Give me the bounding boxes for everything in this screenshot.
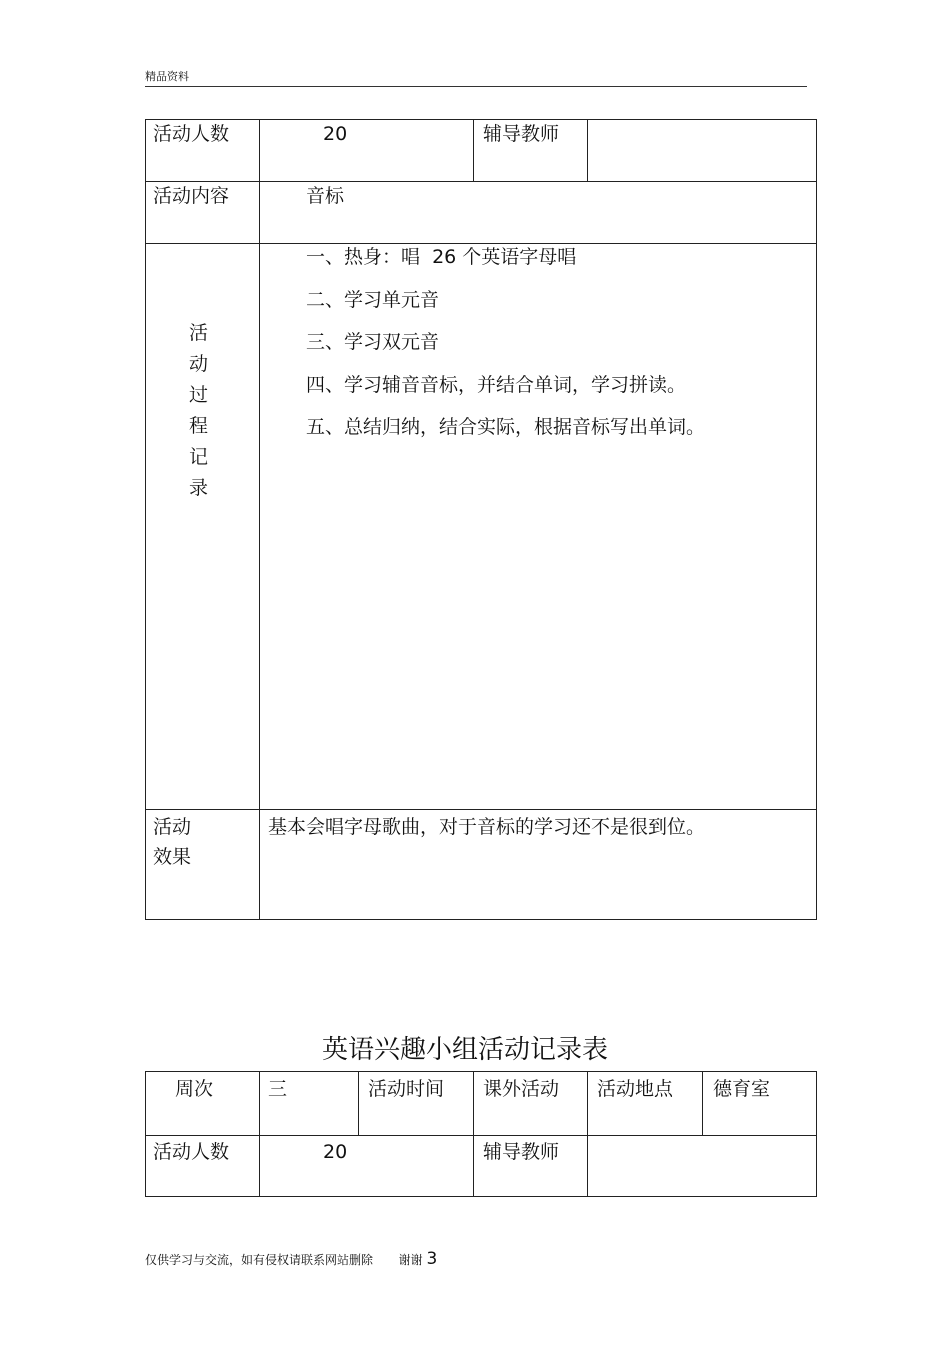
cell-participants-value	[259, 119, 474, 182]
teacher-label-2: 辅导教师	[483, 1141, 560, 1163]
header-divider	[145, 86, 807, 87]
teacher-label: 辅导教师	[483, 123, 560, 145]
participants-value-2: 20	[323, 1141, 348, 1163]
cell-process-content	[259, 243, 817, 810]
page-number: 3	[426, 1249, 438, 1269]
process-label-vertical	[189, 322, 213, 508]
participants-label: 活动人数	[153, 123, 230, 145]
content-value: 音标	[306, 185, 345, 207]
process-line: 五、总结归纳，结合实际，根据音标写出单词。	[306, 416, 706, 438]
time-label: 活动时间	[368, 1078, 445, 1100]
week-label: 周次	[175, 1078, 214, 1100]
cell-participants-value-2	[259, 1135, 474, 1197]
place-value: 德育室	[713, 1078, 771, 1100]
effect-label-line1: 活动	[153, 816, 192, 838]
place-label: 活动地点	[597, 1078, 674, 1100]
process-label-char: 动	[189, 353, 209, 375]
process-line: 三、学习双元音	[306, 331, 440, 353]
process-line: 一、热身：唱 26 个英语字母唱	[306, 246, 577, 268]
content-label: 活动内容	[153, 185, 230, 207]
footer-thanks: 谢谢	[398, 1253, 423, 1267]
cell-teacher-value-2	[587, 1135, 817, 1197]
form-title: 英语兴趣小组活动记录表	[321, 1035, 608, 1065]
process-label-char: 记	[189, 446, 209, 468]
time-value: 课外活动	[483, 1078, 560, 1100]
effect-value: 基本会唱字母歌曲，对于音标的学习还不是很到位。	[268, 816, 706, 838]
participants-value: 20	[323, 123, 348, 145]
process-label-char: 程	[189, 415, 209, 437]
week-value: 三	[268, 1078, 288, 1100]
cell-teacher-value	[587, 119, 817, 182]
footer-disclaimer: 仅供学习与交流，如有侵权请联系网站删除	[145, 1253, 374, 1267]
process-line: 四、学习辅音音标，并结合单词，学习拼读。	[306, 374, 687, 396]
effect-label-line2: 效果	[153, 846, 192, 868]
participants-label-2: 活动人数	[153, 1141, 230, 1163]
process-label-char: 录	[189, 477, 209, 499]
process-label-char: 过	[189, 384, 209, 406]
process-line: 二、学习单元音	[306, 289, 440, 311]
process-label-char: 活	[189, 322, 209, 344]
footer	[145, 1251, 437, 1268]
header-label: 精品资料	[145, 70, 189, 83]
